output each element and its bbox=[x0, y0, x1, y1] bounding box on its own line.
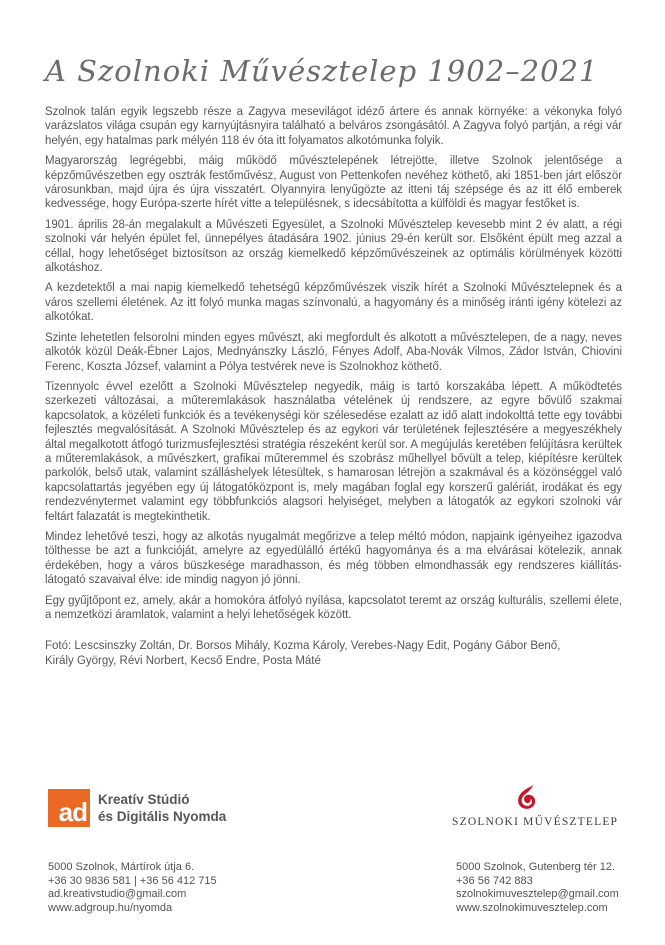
body-paragraph: Magyarország legrégebbi, máig működő művésztelepének létrejötte, illetve Szolnok jelentősége a képzőművészetben egy osztrák festőművész, August von Pettenkofen nevéhez köthető, aki 1851-ben járt először városunkban, majd újra és újra visszatért. Olyannyira lenyűgözte az itteni táj szépsége és az itt élő emberek kedvessége, hogy Európa-szerte hírét vitte a településnek, s idecsábította a külföldi és magyar festőket is. bbox=[45, 155, 622, 211]
body-paragraph: Tizennyolc évvel ezelőtt a Szolnoki Művésztelep negyedik, máig is tartó korszakába lépett. A működtetés szerkezeti változásai, a műteremlakások használatba vételének új rendszere, az egyre bővülő szakmai kapcsolatok, a közéleti funkciók és a tevékenységi kör szélesedése ezalatt az idő alatt indokolttá tette egy további fejlesztés megvalósítását. A Szolnoki Művésztelep és az egykori vár területének fejlesztésére a megyeszékhely által megalkotott átfogó turizmusfejlesztési stratégia részeként kerül sor. A megújulás keretében felújításra kerültek a műteremlakások, a művészkert, grafikai műteremmel és szobrász műhellyel bővült a telep, kiépítésre kerültek parkolók, belső utak, valamint szálláshelyek létesültek, s hamarosan létrejön a szakmával és a közönséggel való kapcsolattartás jegyében egy új látogatóközpont is, mely magában foglal egy korszerű galériát, irodákat és egy rendezvénytermet valamint egy többfunkciós alagsori helyiséget, melyben a látogatók az egykori szolnoki vár feltárt falazatát is megtekinthetik. bbox=[45, 380, 622, 523]
body-paragraph: Szinte lehetetlen felsorolni minden egyes művészt, aki megfordult és alkotott a művésztelepen, de a nagy, neves alkotók közül Deák-Ébner Lajos, Mednyánszky László, Fényes Adolf, Aba-Novák Vilmos, Zádor István, Chiovini Ferenc, Koszta József, valamint a Pólya testvérek neve is Szolnokhoz köthető. bbox=[45, 331, 622, 373]
body-paragraph: Mindez lehetővé teszi, hogy az alkotás nyugalmát megőrizve a telep méltó módon, napjaink igényeihez igazodva tölthesse be azt a funkcióját, amelyre az egyedülálló értékű hagyománya és a ma elvárásai kötelezik, annak érdekében, hogy a város büszkesége maradhasson, és még többen elmondhassák egy rendszeres kiállítás-látogató szavaival élve: ide mindig nagyon jó jönni. bbox=[45, 530, 622, 587]
ad-logo-wordmark bbox=[98, 791, 226, 825]
muvesztelep-website: www.szolnokimuvesztelep.com bbox=[456, 901, 608, 914]
muvesztelep-email: szolnokimuvesztelep@gmail.com bbox=[456, 888, 619, 900]
body-paragraph: A kezdetektől a mai napig kiemelkedő tehetségű képzőművészek viszik hírét a Szolnoki Művésztelepnek és a város szellemi életének. Az itt folyó munka magas színvonalú, a hagyomány és a minőség iránti igény kötelezi az alkotókat. bbox=[45, 282, 622, 324]
ad-phones: +36 30 9836 581 | +36 56 412 715 bbox=[48, 874, 217, 887]
ad-address: 5000 Szolnok, Mártírok útja 6. bbox=[48, 861, 195, 873]
muvesztelep-phone: +36 56 742 883 bbox=[456, 874, 533, 887]
ad-studio-logo bbox=[48, 789, 226, 827]
ad-website: www.adgroup.hu/nyomda bbox=[48, 901, 173, 914]
muvesztelep-logo bbox=[452, 784, 619, 828]
body-text bbox=[45, 105, 622, 622]
body-paragraph: Szolnok talán egyik legszebb része a Zagyva mesevilágot idéző ártere és annak környéke: a vékonyka folyó varázslatos világa csupán egy karnyújtásnyira található a belváros zsongásától. A Zagyva folyó partján, a régi vár helyén, egy hatalmas park mélyén 118 év óta itt folyamatos alkotómunka folyik. bbox=[45, 106, 622, 147]
body-paragraph: Egy gyűjtőpont ez, amely, akár a homokóra átfolyó nyílása, kapcsolatot teremt az ország kulturális, szellemi élete, a nemzetközi áramlatok, valamint a helyi lehetőségek között. bbox=[45, 594, 622, 621]
ad-logo-line2: és Digitális Nyomda bbox=[98, 809, 227, 824]
ad-email: ad.kreativstudio@gmail.com bbox=[48, 888, 187, 900]
swirl-logo-icon bbox=[513, 784, 540, 811]
ad-studio-contact bbox=[48, 861, 217, 915]
ad-logo-line1: Kreatív Stúdió bbox=[98, 792, 190, 807]
muvesztelep-contact bbox=[456, 861, 619, 915]
muvesztelep-wordmark: SZOLNOKI MŰVÉSZTELEP bbox=[452, 816, 619, 828]
ad-logo-icon: ad bbox=[48, 789, 90, 827]
page-content bbox=[45, 54, 622, 669]
body-paragraph: 1901. április 28-án megalakult a Művészeti Egyesület, a Szolnoki Művésztelep kevesebb mint 2 év alatt, a régi szolnoki vár helyén épület fel, ünnepélyes átadására 1902. június 29-én került sor. Elsőként épült meg azzal a céllal, hogy lehetőséget biztosítson az ország kiemelkedő képzőművészeinek az optimális körülmények közötti alkotáshoz. bbox=[45, 218, 622, 275]
muvesztelep-address: 5000 Szolnok, Gutenberg tér 12. bbox=[456, 861, 615, 873]
photo-credit: Fotó: Lescsinszky Zoltán, Dr. Borsos Mihály, Kozma Károly, Verebes-Nagy Edit, Pogány Gábor Benő, Király György, Révi Norbert, Kecső Endre, Posta Máté bbox=[45, 640, 561, 668]
page-title: A Szolnoki Művésztelep 1902–2021 bbox=[45, 54, 599, 88]
